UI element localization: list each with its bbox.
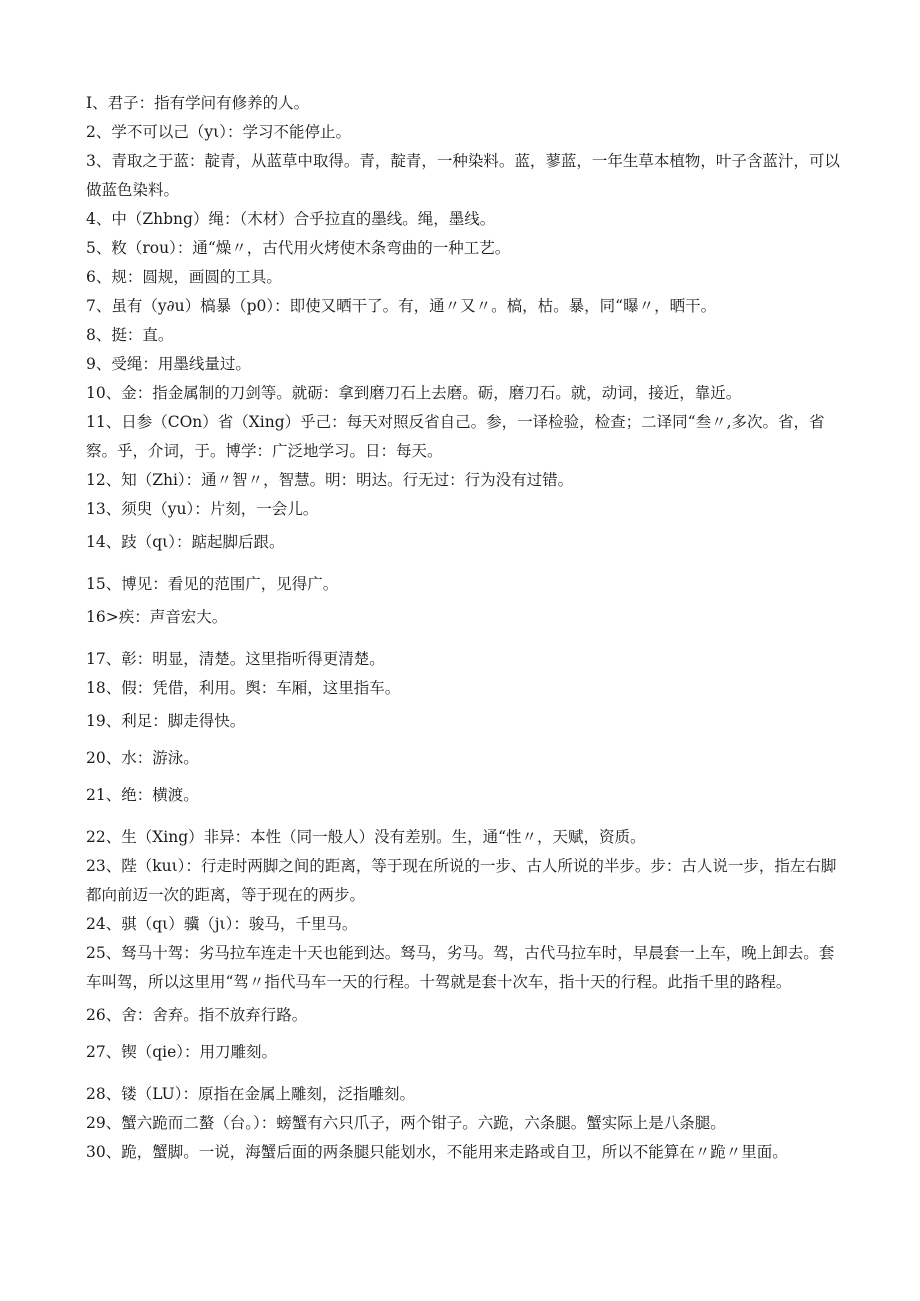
entry-8: 8、挺：直。 (86, 326, 174, 344)
entry-5: 5、敉（rou）：通“燥〃，古代用火烤使木条弯曲的一种工艺。 (86, 239, 511, 257)
entry-25: 25、驽马十驾：劣马拉车连走十天也能到达。驽马，劣马。驾，古代马拉车时，早晨套一上车，晚上卸去。套车叫驾，所以这里用“驾〃指代马车一天的行程。十驾就是套十次车，指十天的行程。此指千里的路程。 (86, 944, 835, 991)
entry-13: 13、须臾（yu）：片刻，一会儿。 (86, 500, 319, 518)
entry-22: 22、生（Xing）非异：本性（同一般人）没有差别。生，通“性〃，天赋，资质。 (86, 828, 646, 846)
entry-9: 9、受绳：用墨线量过。 (86, 355, 251, 373)
entry-20: 20、水：游泳。 (86, 749, 199, 767)
entry-15: 15、博见：看见的范围广，见得广。 (86, 575, 339, 593)
entry-12: 12、知（Zhi）：通〃智〃，智慧。明：明达。行无过：行为没有过错。 (86, 471, 574, 489)
entry-11: 11、日参（COn）省（Xing）乎己：每天对照反省自己。参，一译检验，检查；二译同“叁〃,多次。省，省察。乎，介词，于。博学：广泛地学习。日：每天。 (86, 413, 825, 460)
entry-16: 16>疾：声音宏大。 (86, 608, 228, 626)
entry-3: 3、青取之于蓝：靛青，从蓝草中取得。青，靛青，一种染料。蓝，蓼蓝，一年生草本植物，叶子含蓝汁，可以做蓝色染料。 (86, 152, 840, 199)
entry-6: 6、规：圆规，画圆的工具。 (86, 268, 282, 286)
entry-1: I、君子：指有学问有修养的人。 (86, 94, 310, 112)
entry-19: 19、利足：脚走得快。 (86, 712, 246, 730)
annotation-list (86, 89, 846, 1167)
entry-23: 23、陛（kuι）：行走时两脚之间的距离，等于现在所说的一步、古人所说的半步。步：古人说一步，指左右脚都向前迈一次的距离，等于现在的两步。 (86, 857, 837, 904)
entry-26: 26、舍：舍弃。指不放弃行路。 (86, 1006, 308, 1024)
entry-24: 24、骐（qι）骥（jι）：骏马，千里马。 (86, 915, 358, 933)
entry-27: 27、锲（qie）：用刀雕刻。 (86, 1043, 278, 1061)
entry-18: 18、假：凭借，利用。舆：车厢，这里指车。 (86, 679, 401, 697)
entry-4: 4、中（Zhbng）绳：（木材）合乎拉直的墨线。绳，墨线。 (86, 210, 496, 228)
entry-28: 28、镂（LU）：原指在金属上雕刻，泛指雕刻。 (86, 1085, 415, 1103)
entry-10: 10、金：指金属制的刀剑等。就砺：拿到磨刀石上去磨。砺，磨刀石。就，动词，接近，靠近。 (86, 384, 742, 402)
entry-30: 30、跪，蟹脚。一说，海蟹后面的两条腿只能划水，不能用来走路或自卫，所以不能算在〃跪〃里面。 (86, 1143, 788, 1161)
entry-7: 7、虽有（y∂u）槁暴（p0）：即使又晒干了。有，通〃又〃。槁，枯。暴，同“曝〃，晒干。 (86, 297, 717, 315)
entry-21: 21、绝：横渡。 (86, 786, 199, 804)
entry-14: 14、跂（qι）：踮起脚后跟。 (86, 533, 285, 551)
entry-2: 2、学不可以己（yι）：学习不能停止。 (86, 123, 351, 141)
entry-17: 17、彰：明显，清楚。这里指听得更清楚。 (86, 650, 385, 668)
entry-29: 29、蟹六跪而二螯（台。）：螃蟹有六只爪子，两个钳子。六跪，六条腿。蟹实际上是八条腿。 (86, 1114, 726, 1132)
